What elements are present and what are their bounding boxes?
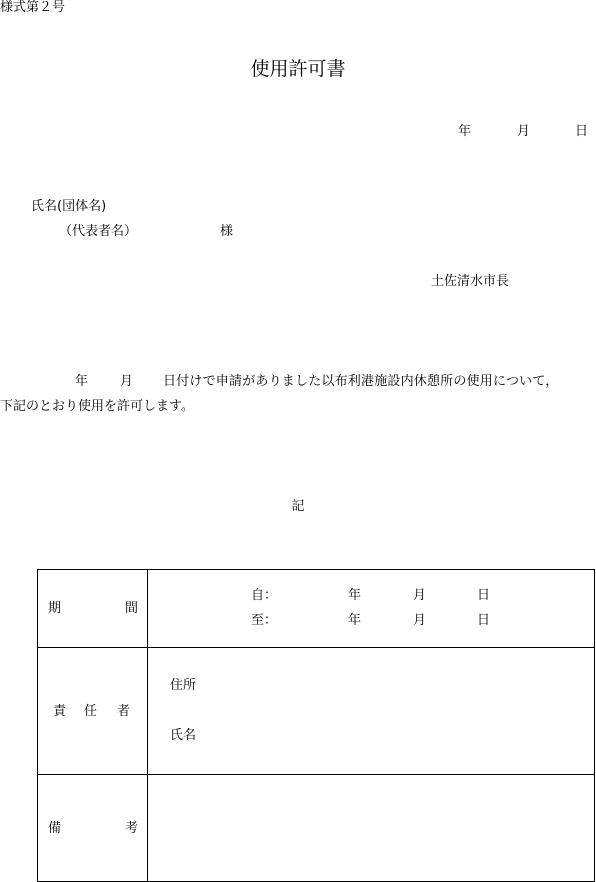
- statement-line1: 日付けで申請がありました以布利港施設内休憩所の使用について，: [163, 374, 559, 389]
- statement-year: 年: [75, 374, 89, 389]
- responsible-label-3: 者: [117, 704, 131, 719]
- period-to-month: 月: [413, 613, 427, 628]
- remarks-label-second: 考: [125, 821, 139, 836]
- ki-heading: 記: [291, 499, 305, 514]
- period-from-label: 自：: [251, 588, 278, 603]
- table-row-divider: [38, 647, 594, 648]
- period-from-year: 年: [348, 588, 362, 603]
- recipient-honorific: 様: [220, 224, 234, 239]
- recipient-representative-label: （代表者名）: [59, 224, 138, 239]
- period-to-label: 至：: [251, 613, 278, 628]
- statement-month: 月: [120, 374, 134, 389]
- permit-details-table: [37, 569, 595, 882]
- table-column-divider: [147, 570, 148, 881]
- issue-date-day: 日: [575, 124, 589, 139]
- table-row-divider: [38, 774, 594, 775]
- issue-date-year: 年: [458, 124, 472, 139]
- period-to-day: 日: [477, 613, 491, 628]
- period-from-day: 日: [477, 588, 491, 603]
- responsible-name-label: 氏名: [170, 728, 197, 743]
- period-from-month: 月: [413, 588, 427, 603]
- responsible-label-2: 任: [84, 704, 98, 719]
- form-number: 様式第２号: [0, 0, 66, 15]
- recipient-name-label: 氏名(団体名): [31, 199, 107, 214]
- statement-line2: 下記のとおり使用を許可します。: [0, 399, 194, 414]
- period-label-first: 期: [48, 601, 62, 616]
- period-label-second: 間: [125, 601, 139, 616]
- responsible-label-1: 責: [53, 704, 67, 719]
- responsible-address-label: 住所: [170, 678, 197, 693]
- period-to-year: 年: [348, 613, 362, 628]
- remarks-label-first: 備: [48, 821, 62, 836]
- issuer-title: 土佐清水市長: [431, 274, 510, 289]
- document-title: 使用許可書: [250, 58, 346, 80]
- issue-date-month: 月: [517, 124, 531, 139]
